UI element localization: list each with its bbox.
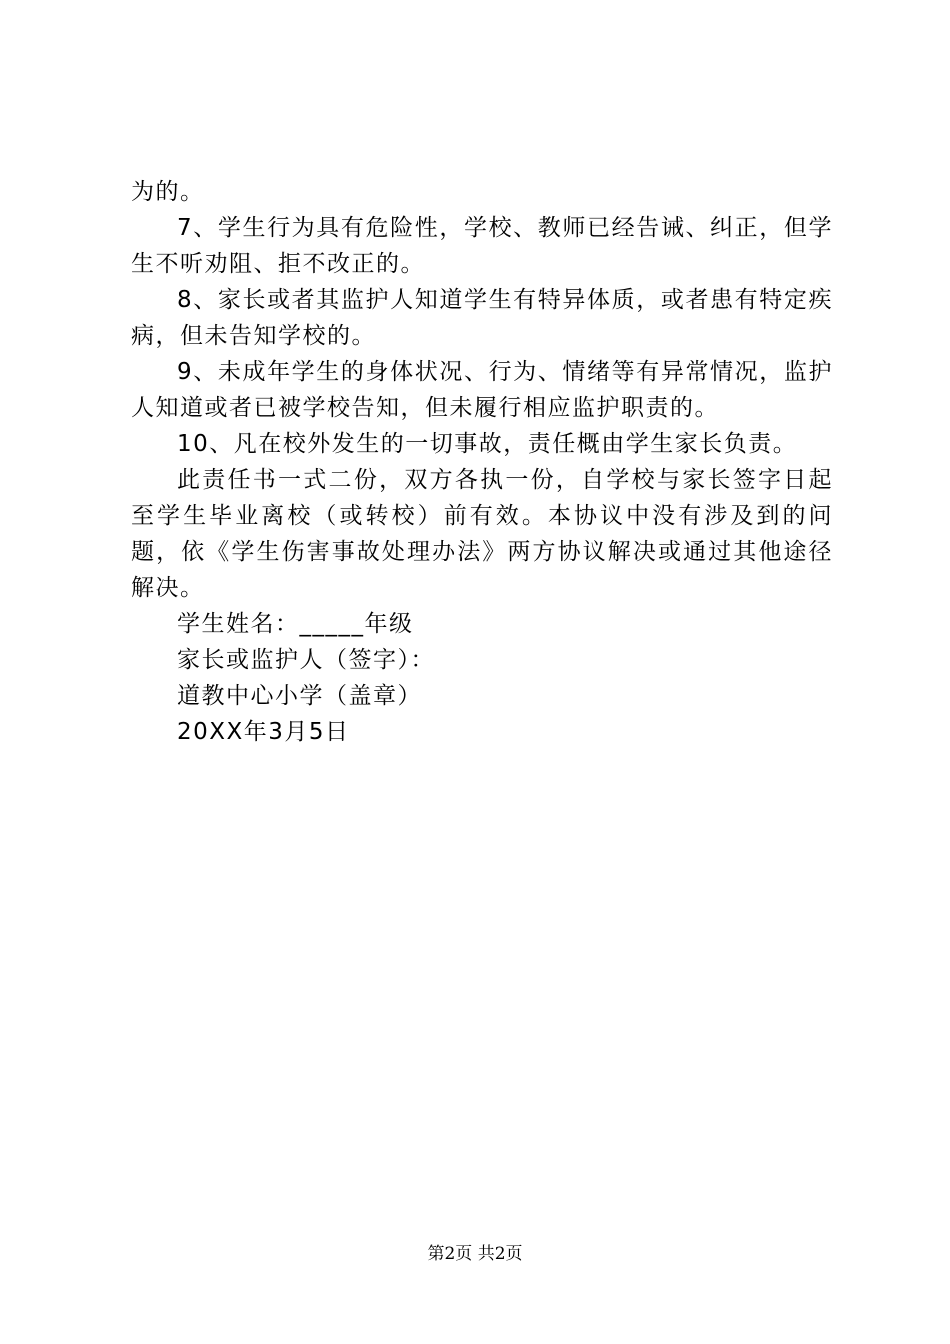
date-line: 20XX年3月5日 bbox=[177, 719, 350, 745]
paragraph-item-8: 8、家长或者其监护人知道学生有特异体质，或者患有特定疾病，但未告知学校的。 bbox=[131, 287, 833, 349]
paragraph-validity-clause: 此责任书一式二份，双方各执一份，自学校与家长签字日起至学生毕业离校（或转校）前有效。本协议中没有涉及到的问题，依《学生伤害事故处理办法》两方协议解决或通过其他途径解决。 bbox=[131, 467, 833, 601]
school-seal-line: 道教中心小学（盖章） bbox=[177, 683, 422, 709]
guardian-signature-line: 家长或监护人（签字）： bbox=[177, 647, 435, 673]
document-body bbox=[131, 174, 833, 750]
paragraph-continuation: 为的。 bbox=[131, 179, 205, 205]
paragraph-item-9: 9、未成年学生的身体状况、行为、情绪等有异常情况，监护人知道或者已被学校告知，但未履行相应监护职责的。 bbox=[131, 359, 833, 421]
student-name-grade-line: 学生姓名：_____年级 bbox=[177, 611, 414, 637]
paragraph-item-7: 7、学生行为具有危险性，学校、教师已经告诫、纠正，但学生不听劝阻、拒不改正的。 bbox=[131, 215, 833, 277]
page-footer: 第2页 共2页 bbox=[427, 1244, 523, 1264]
paragraph-item-10: 10、凡在校外发生的一切事故，责任概由学生家长负责。 bbox=[177, 431, 798, 457]
